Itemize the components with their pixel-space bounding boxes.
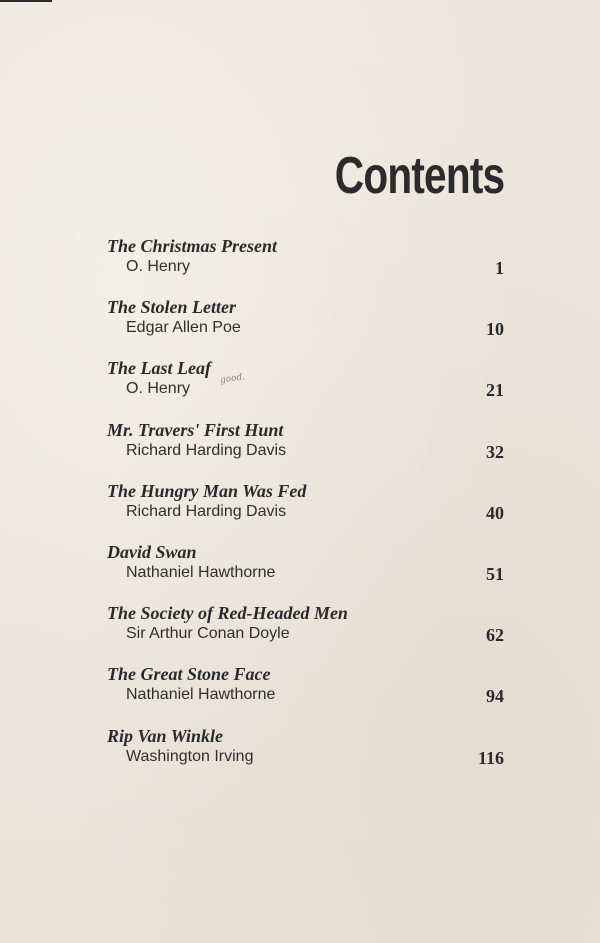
story-author: O. Henry xyxy=(126,380,191,397)
story-author: Nathaniel Hawthorne xyxy=(126,686,276,703)
story-author: Richard Harding Davis xyxy=(126,503,287,520)
story-title: The Last Leaf xyxy=(107,358,211,378)
page-number: 21 xyxy=(486,380,504,400)
toc-entry xyxy=(107,358,507,399)
story-title: Mr. Travers' First Hunt xyxy=(107,420,284,440)
story-title: The Stolen Letter xyxy=(107,297,236,317)
story-title: The Great Stone Face xyxy=(107,664,271,684)
page-number: 1 xyxy=(495,258,504,278)
story-title: The Society of Red-Headed Men xyxy=(107,603,348,623)
page-number: 40 xyxy=(486,503,504,523)
story-author: Sir Arthur Conan Doyle xyxy=(126,625,290,642)
toc-entry xyxy=(107,726,507,767)
page-number: 32 xyxy=(486,442,504,462)
page-number: 10 xyxy=(486,319,504,339)
toc-entry xyxy=(107,664,507,705)
toc-entry xyxy=(107,542,507,583)
corner-mark xyxy=(0,0,52,2)
toc-entry xyxy=(107,420,507,461)
toc-entry xyxy=(107,297,507,338)
page-number: 62 xyxy=(486,625,504,645)
pencil-annotation: good. xyxy=(219,372,246,386)
toc-entry xyxy=(107,236,507,277)
page-title: Contents xyxy=(334,147,504,205)
toc-entry xyxy=(107,603,507,644)
story-author: O. Henry xyxy=(126,258,191,275)
story-title: David Swan xyxy=(107,542,197,562)
story-author: Edgar Allen Poe xyxy=(126,319,241,336)
story-author: Richard Harding Davis xyxy=(126,442,287,459)
page-number: 94 xyxy=(486,686,504,706)
toc-entry xyxy=(107,481,507,522)
story-author: Nathaniel Hawthorne xyxy=(126,564,276,581)
story-title: The Hungry Man Was Fed xyxy=(107,481,307,501)
story-author: Washington Irving xyxy=(126,748,254,765)
story-title: The Christmas Present xyxy=(107,236,278,256)
story-title: Rip Van Winkle xyxy=(107,726,224,746)
page-number: 116 xyxy=(477,748,504,768)
page-number: 51 xyxy=(486,564,504,584)
